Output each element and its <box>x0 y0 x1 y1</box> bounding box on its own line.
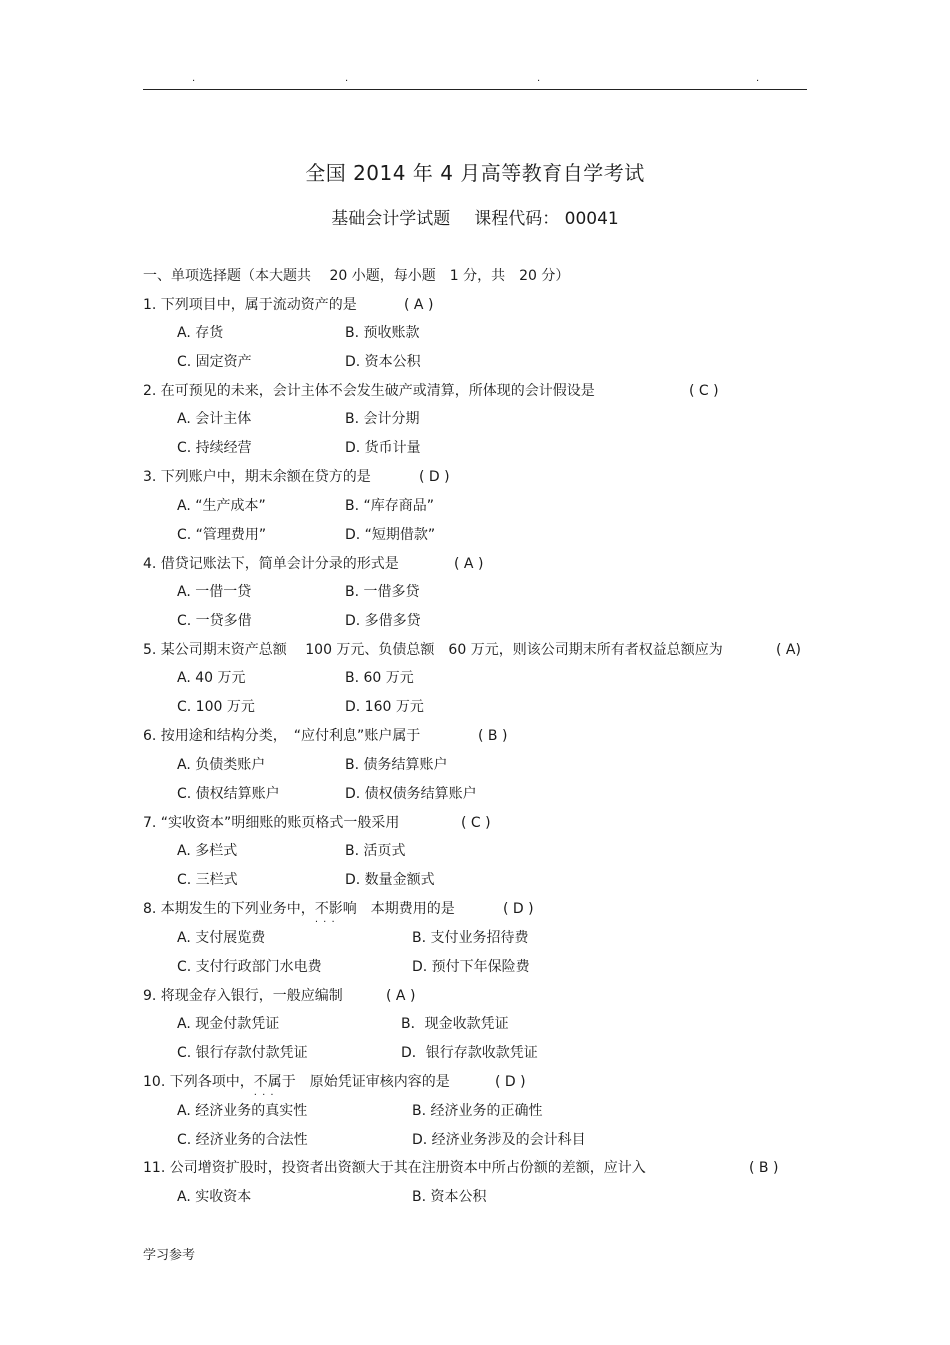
option: B. 会计分期 <box>345 411 420 427</box>
option: C. 一贷多借 <box>177 613 252 629</box>
option: B. “库存商品” <box>345 498 435 514</box>
header-dot: . <box>192 73 196 84</box>
option: D. 资本公积 <box>345 354 421 370</box>
header-dot: . <box>537 73 541 84</box>
option: A. 40 万元 <box>177 670 246 686</box>
option: C. 经济业务的合法性 <box>177 1132 308 1148</box>
answer-mark: ( B ) <box>749 1160 779 1176</box>
option: D. 多借多贷 <box>345 613 421 629</box>
option: D．银行存款收款凭证 <box>401 1045 538 1061</box>
question-stem: 3. 下列账户中，期末余额在贷方的是 <box>143 469 371 485</box>
option: C. 持续经营 <box>177 440 252 456</box>
option: C. 三栏式 <box>177 872 238 888</box>
answer-mark: ( D ) <box>419 469 450 485</box>
option: D. 经济业务涉及的会计科目 <box>412 1132 586 1148</box>
emphasized-text: 不属于 · · · <box>254 1074 296 1090</box>
option: B. 60 万元 <box>345 670 414 686</box>
header-dot: . <box>345 73 349 84</box>
emphasized-text: 不影响 · · · <box>315 901 357 917</box>
option: A. 多栏式 <box>177 843 238 859</box>
option: A. 经济业务的真实性 <box>177 1103 308 1119</box>
option: B. 债务结算账户 <box>345 757 448 773</box>
stem-text: 10. 下列各项中， <box>143 1074 254 1090</box>
stem-text: 8. 本期发生的下列业务中， <box>143 901 315 917</box>
exam-title: 全国 2014 年 4 月高等教育自学考试 <box>305 161 645 185</box>
answer-mark: ( A ) <box>454 556 484 572</box>
course-code: 课程代码： 00041 <box>474 209 619 229</box>
question-stem: 6. 按用途和结构分类， “应付利息”账户属于 <box>143 728 421 744</box>
option: B. 一借多贷 <box>345 584 420 600</box>
option: A. 实收资本 <box>177 1189 252 1205</box>
header-rule <box>143 89 807 90</box>
option: B. 活页式 <box>345 843 406 859</box>
option: B. 支付业务招待费 <box>412 930 529 946</box>
option: D. 数量金额式 <box>345 872 435 888</box>
footer-note: 学习参考 <box>143 1248 196 1263</box>
question-stem: 1. 下列项目中，属于流动资产的是 <box>143 297 357 313</box>
option: C. 支付行政部门水电费 <box>177 959 322 975</box>
exam-subtitle <box>0 207 950 231</box>
subject-name: 基础会计学试题 <box>331 209 451 229</box>
option: C. 银行存款付款凭证 <box>177 1045 308 1061</box>
answer-mark: ( A ) <box>404 297 434 313</box>
option: D. 货币计量 <box>345 440 421 456</box>
question-stem: 11. 公司增资扩股时，投资者出资额大于其在注册资本中所占份额的差额，应计入 <box>143 1160 646 1176</box>
option: B. 预收账款 <box>345 325 420 341</box>
stem-text: 本期费用的是 <box>356 901 455 917</box>
option: D. 预付下年保险费 <box>412 959 530 975</box>
option: B. 经济业务的正确性 <box>412 1103 543 1119</box>
section-heading: 一、单项选择题（本大题共 20 小题，每小题 1 分，共 20 分） <box>143 268 570 284</box>
stem-text: 原始凭证审核内容的是 <box>295 1074 450 1090</box>
option: D. 160 万元 <box>345 699 424 715</box>
answer-mark: ( C ) <box>461 815 491 831</box>
option: D. “短期借款” <box>345 527 436 543</box>
question-stem <box>143 1072 450 1092</box>
answer-mark: ( C ) <box>689 383 719 399</box>
question-stem <box>143 899 455 919</box>
option: B．现金收款凭证 <box>401 1016 509 1032</box>
option: A. 会计主体 <box>177 411 252 427</box>
option: D. 债权债务结算账户 <box>345 786 477 802</box>
question-stem: 2. 在可预见的未来，会计主体不会发生破产或清算，所体现的会计假设是 <box>143 383 595 399</box>
option: B. 资本公积 <box>412 1189 487 1205</box>
option: A. 支付展览费 <box>177 930 266 946</box>
question-stem: 7. “实收资本”明细账的账页格式一般采用 <box>143 815 400 831</box>
answer-mark: ( D ) <box>495 1074 526 1090</box>
option: C. 债权结算账户 <box>177 786 280 802</box>
option: A. 负债类账户 <box>177 757 266 773</box>
option: A. 存货 <box>177 325 224 341</box>
question-stem: 4. 借贷记账法下，简单会计分录的形式是 <box>143 556 399 572</box>
question-stem: 5. 某公司期末资产总额 100 万元、负债总额 60 万元，则该公司期末所有者权益总额应为 <box>143 642 723 658</box>
answer-mark: ( A ) <box>386 988 416 1004</box>
option: C. “管理费用” <box>177 527 267 543</box>
option: C. 100 万元 <box>177 699 255 715</box>
option: A. 一借一贷 <box>177 584 252 600</box>
answer-mark: ( D ) <box>503 901 534 917</box>
option: C. 固定资产 <box>177 354 252 370</box>
option: A. 现金付款凭证 <box>177 1016 280 1032</box>
option: A. “生产成本” <box>177 498 266 514</box>
answer-mark: ( B ) <box>478 728 508 744</box>
question-stem: 9. 将现金存入银行，一般应编制 <box>143 988 343 1004</box>
answer-mark: ( A) <box>776 642 801 658</box>
header-dot: . <box>756 73 760 84</box>
